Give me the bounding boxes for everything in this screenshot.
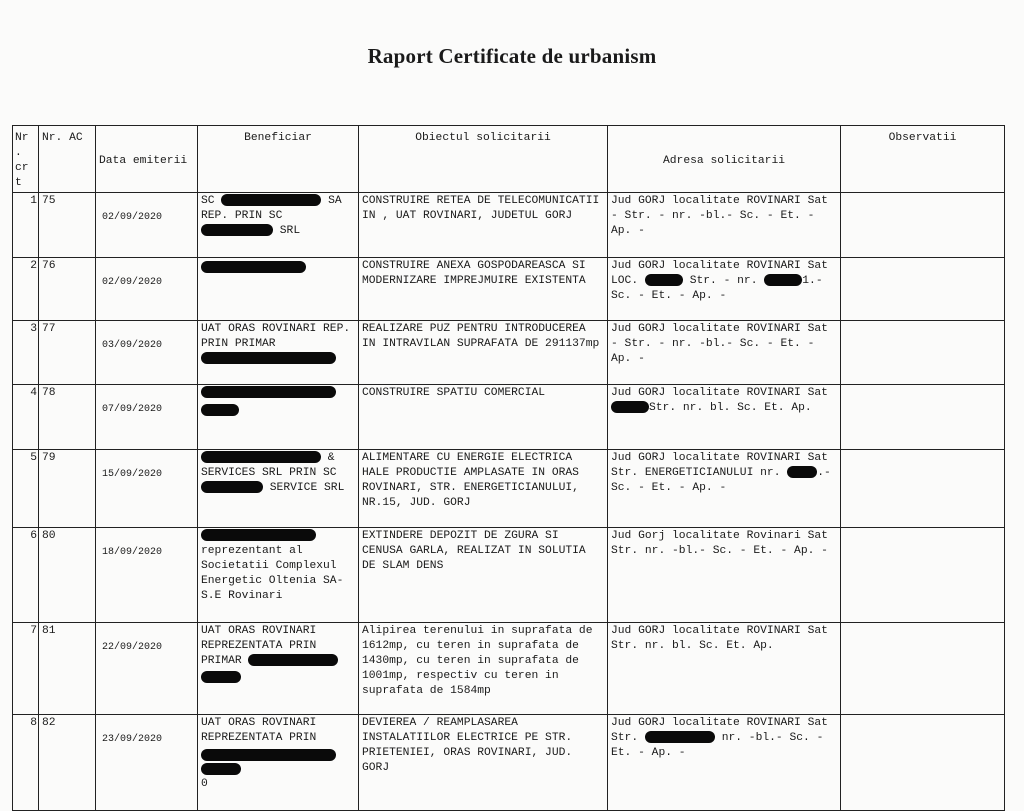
cell-nr-ac: 75: [39, 193, 96, 258]
adresa-text: Jud GORJ localitate ROVINARI Sat Str.: [611, 717, 828, 744]
table-row: [13, 528, 1005, 623]
cell-beneficiar: [198, 258, 359, 321]
header-data-emiterii: Data emiterii: [96, 126, 198, 193]
cell-observatii: [841, 450, 1005, 528]
redaction-mark: [201, 352, 336, 364]
cell-obiect: Alipirea terenului in suprafata de 1612mp, cu teren in suprafata de 1430mp, cu teren in suprafata de 1001mp, respectiv cu teren in suprafata de 1584mp: [359, 623, 608, 715]
redaction-mark: [248, 654, 338, 666]
cell-observatii: [841, 715, 1005, 811]
header-nr-crt: Nr. crt: [13, 126, 39, 193]
adresa-text: 1.- Sc. - Et. - Ap. -: [611, 275, 823, 302]
adresa-text: Jud GORJ localitate ROVINARI Sat: [611, 387, 828, 399]
beneficiar-text: UAT ORAS ROVINARI REP. PRIN PRIMAR: [201, 323, 351, 350]
redaction-mark: [764, 274, 802, 286]
redaction-mark: [201, 529, 316, 541]
redaction-mark: [201, 749, 336, 761]
cell-nr-ac: 80: [39, 528, 96, 623]
cell-beneficiar: [198, 321, 359, 385]
redaction-mark: [221, 194, 321, 206]
cell-obiect: CONSTRUIRE ANEXA GOSPODAREASCA SI MODERNIZARE IMPREJMUIRE EXISTENTA: [359, 258, 608, 321]
beneficiar-text: SA REP. PRIN SC: [201, 195, 342, 222]
cell-adresa: Jud GORJ localitate ROVINARI Sat Str. nr. bl. Sc. Et. Ap.: [608, 623, 841, 715]
table-row: [13, 321, 1005, 385]
redaction-mark: [201, 451, 321, 463]
redaction-mark: [787, 466, 817, 478]
cell-date: 18/09/2020: [96, 528, 198, 623]
beneficiar-text: SC: [201, 195, 215, 207]
cell-beneficiar: [198, 385, 359, 450]
redaction-mark: [645, 274, 683, 286]
cell-date: 02/09/2020: [96, 193, 198, 258]
cell-adresa: Jud GORJ localitate ROVINARI Sat - Str. - nr. -bl.- Sc. - Et. - Ap. -: [608, 321, 841, 385]
cell-adresa: Jud Gorj localitate Rovinari Sat Str. nr. -bl.- Sc. - Et. - Ap. -: [608, 528, 841, 623]
cell-nr: 4: [13, 385, 39, 450]
redaction-mark: [201, 261, 306, 273]
cell-date: 07/09/2020: [96, 385, 198, 450]
cell-obiect: CONSTRUIRE RETEA DE TELECOMUNICATII IN , UAT ROVINARI, JUDETUL GORJ: [359, 193, 608, 258]
cell-nr: 6: [13, 528, 39, 623]
cell-observatii: [841, 623, 1005, 715]
adresa-text: Jud GORJ localitate ROVINARI Sat LOC.: [611, 260, 828, 287]
cell-date: 15/09/2020: [96, 450, 198, 528]
cell-beneficiar: [198, 623, 359, 715]
redaction-mark: [201, 224, 273, 236]
cell-adresa: [608, 715, 841, 811]
cell-adresa: Jud GORJ localitate ROVINARI Sat - Str. - nr. -bl.- Sc. - Et. - Ap. -: [608, 193, 841, 258]
redaction-mark: [645, 731, 715, 743]
cell-adresa: [608, 450, 841, 528]
cell-observatii: [841, 258, 1005, 321]
adresa-text: Str. - nr.: [689, 275, 758, 287]
cell-nr: 2: [13, 258, 39, 321]
cell-beneficiar: [198, 450, 359, 528]
table-row: [13, 258, 1005, 321]
cell-nr-ac: 82: [39, 715, 96, 811]
header-beneficiar: Beneficiar: [198, 126, 359, 193]
redaction-mark: [201, 671, 241, 683]
cell-obiect: REALIZARE PUZ PENTRU INTRODUCEREA IN INTRAVILAN SUPRAFATA DE 291137mp: [359, 321, 608, 385]
beneficiar-text: 0: [201, 778, 208, 791]
table-row: [13, 450, 1005, 528]
beneficiar-text: reprezentant al Societatii Complexul Energetic Oltenia SA-S.E Rovinari: [201, 545, 344, 602]
adresa-text: nr. -bl.- Sc. - Et. - Ap. -: [611, 732, 824, 759]
cell-nr: 1: [13, 193, 39, 258]
table-row: [13, 193, 1005, 258]
beneficiar-text: SERVICES SRL PRIN SC: [201, 467, 337, 479]
cell-observatii: [841, 385, 1005, 450]
redaction-mark: [611, 401, 649, 413]
header-obiectul: Obiectul solicitarii: [359, 126, 608, 193]
adresa-text: Str. nr. bl. Sc. Et. Ap.: [649, 402, 812, 414]
cell-date: 22/09/2020: [96, 623, 198, 715]
cell-nr-ac: 77: [39, 321, 96, 385]
header-nr-ac: Nr. AC: [39, 126, 96, 193]
report-title: Raport Certificate de urbanism: [367, 44, 657, 68]
cell-nr: 5: [13, 450, 39, 528]
beneficiar-text: &: [327, 452, 335, 464]
table-header-row: [13, 126, 1005, 193]
beneficiar-text: UAT ORAS ROVINARI REPREZENTATA PRIN PRIMAR: [201, 625, 317, 667]
cell-date: 02/09/2020: [96, 258, 198, 321]
adresa-text: Jud GORJ localitate ROVINARI Sat Str. ENERGETICIANULUI nr.: [611, 452, 828, 479]
cell-obiect: DEVIEREA / REAMPLASAREA INSTALATIILOR ELECTRICE PE STR. PRIETENIEI, ORAS ROVINARI, JUD. GORJ: [359, 715, 608, 811]
table-row: [13, 385, 1005, 450]
cell-nr-ac: 79: [39, 450, 96, 528]
cell-obiect: CONSTRUIRE SPATIU COMERCIAL: [359, 385, 608, 450]
beneficiar-text: SRL: [279, 225, 301, 237]
cell-date: 03/09/2020: [96, 321, 198, 385]
cell-nr: 3: [13, 321, 39, 385]
redaction-mark: [201, 763, 241, 775]
redaction-mark: [201, 481, 263, 493]
cell-nr-ac: 76: [39, 258, 96, 321]
table-row: [13, 623, 1005, 715]
certificates-table: [12, 125, 1005, 811]
cell-beneficiar: [198, 715, 359, 811]
header-observatii: Observatii: [841, 126, 1005, 193]
cell-nr: 7: [13, 623, 39, 715]
cell-beneficiar: [198, 193, 359, 258]
cell-nr: 8: [13, 715, 39, 811]
header-adresa: Adresa solicitarii: [608, 126, 841, 193]
cell-observatii: [841, 321, 1005, 385]
cell-observatii: [841, 193, 1005, 258]
redaction-mark: [201, 404, 239, 416]
cell-observatii: [841, 528, 1005, 623]
cell-obiect: EXTINDERE DEPOZIT DE ZGURA SI CENUSA GARLA, REALIZAT IN SOLUTIA DE SLAM DENS: [359, 528, 608, 623]
cell-date: 23/09/2020: [96, 715, 198, 811]
cell-adresa: [608, 385, 841, 450]
redaction-mark: [201, 386, 336, 398]
cell-beneficiar: [198, 528, 359, 623]
cell-nr-ac: 81: [39, 623, 96, 715]
table-row: [13, 715, 1005, 811]
cell-adresa: [608, 258, 841, 321]
cell-nr-ac: 78: [39, 385, 96, 450]
beneficiar-text: UAT ORAS ROVINARI REPREZENTATA PRIN: [201, 717, 317, 744]
cell-obiect: ALIMENTARE CU ENERGIE ELECTRICA HALE PRODUCTIE AMPLASATE IN ORAS ROVINARI, STR. ENERGETICIANULUI, NR.15, JUD. GORJ: [359, 450, 608, 528]
adresa-text: .- Sc. - Et. - Ap. -: [611, 467, 831, 494]
beneficiar-text: SERVICE SRL: [269, 482, 345, 494]
